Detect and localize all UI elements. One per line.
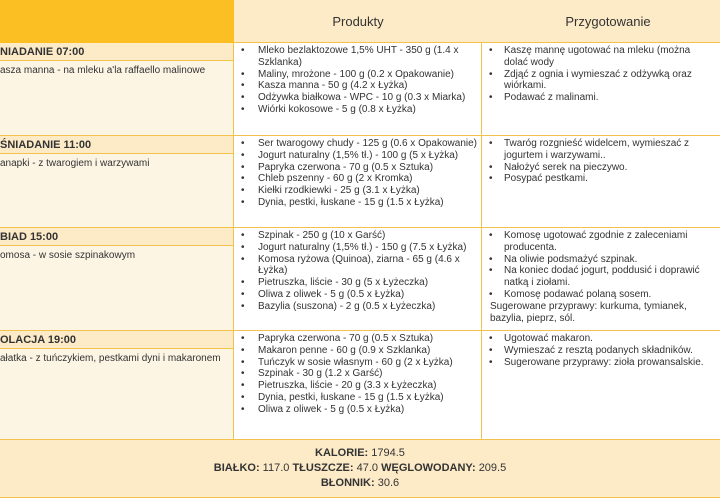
list-item: • Ugotować makaron.: [482, 333, 720, 345]
list-item: • Nałożyć serek na pieczywo.: [482, 162, 720, 174]
meal-title: NIADANIE 07:00: [0, 43, 233, 61]
meal-name: omosa - w sosie szpinakowym: [0, 250, 136, 261]
list-item: • Wiórki kokosowe - 5 g (0.8 x Łyżka): [234, 104, 481, 116]
list-item: • Na koniec dodać jogurt, poddusić i doprawić natką i ziołami.: [482, 265, 720, 289]
meal-row-dinner: [0, 331, 720, 440]
header-accent: [0, 0, 234, 43]
table-header: [0, 0, 720, 43]
list-item: • Pietruszka, liście - 20 g (3.3 x Łyżeczka): [234, 380, 481, 392]
meal-name: ałatka - z tuńczykiem, pestkami dyni i makaronem: [0, 353, 221, 364]
list-item: • Jogurt naturalny (1,5% tł.) - 150 g (7.5 x Łyżka): [234, 242, 481, 254]
products-cell: [234, 228, 482, 330]
meal-info: [0, 228, 234, 330]
list-item: • Twaróg rozgnieść widelcem, wymieszać z jogurtem i warzywami..: [482, 138, 720, 162]
meal-title: ŚNIADANIE 11:00: [0, 136, 233, 154]
list-item: • Bazylia (suszona) - 2 g (0.5 x Łyżeczka): [234, 301, 481, 313]
list-item: • Komosa ryżowa (Quinoa), ziarna - 65 g (4.6 x Łyżka): [234, 254, 481, 278]
macros-line: [0, 461, 720, 476]
preparation-cell: [482, 43, 720, 135]
list-item: • Ser twarogowy chudy - 125 g (0.6 x Opakowanie): [234, 138, 481, 150]
preparation-note: Sugerowane przyprawy: kurkuma, tymianek, bazylia, pieprz, sól.: [490, 300, 687, 324]
fat-value: 47.0: [356, 462, 379, 474]
list-item: • Dynia, pestki, łuskane - 15 g (1.5 x Łyżka): [234, 392, 481, 404]
list-item: • Oliwa z oliwek - 5 g (0.5 x Łyżka): [234, 404, 481, 416]
preparation-cell: [482, 228, 720, 330]
list-item: • Maliny, mrożone - 100 g (0.2 x Opakowanie): [234, 69, 481, 81]
list-item: • Zdjąć z ognia i wymieszać z odżywką oraz wiórkami.: [482, 69, 720, 93]
preparation-list: [482, 228, 720, 301]
list-item: • Jogurt naturalny (1,5% tł.) - 100 g (5 x Łyżka): [234, 150, 481, 162]
preparation-list: [482, 331, 720, 368]
meal-title: BIAD 15:00: [0, 228, 233, 246]
fiber-label: BŁONNIK:: [320, 477, 375, 489]
list-item: • Odżywka białkowa - WPC - 10 g (0.3 x Miarka): [234, 92, 481, 104]
list-item: • Kasza manna - 50 g (4.2 x Łyżka): [234, 80, 481, 92]
products-list: [234, 228, 481, 313]
products-list: [234, 43, 481, 116]
fat-label: TŁUSZCZE:: [292, 462, 354, 474]
list-item: • Papryka czerwona - 70 g (0.5 x Sztuka): [234, 162, 481, 174]
meal-name: asza manna - na mleku a'la raffaello malinowe: [0, 65, 206, 76]
products-cell: [234, 331, 482, 439]
list-item: • Szpinak - 250 g (10 x Garść): [234, 230, 481, 242]
list-item: • Szpinak - 30 g (1.2 x Garść): [234, 368, 481, 380]
preparation-cell: [482, 136, 720, 227]
calories-line: [0, 446, 720, 461]
list-item: • Podawać z malinami.: [482, 92, 720, 104]
products-cell: [234, 43, 482, 135]
calories-label: KALORIE:: [315, 447, 369, 459]
list-item: • Chleb pszenny - 60 g (2 x Kromka): [234, 173, 481, 185]
list-item: • Kiełki rzodkiewki - 25 g (3.1 x Łyżka): [234, 185, 481, 197]
list-item: • Dynia, pestki, łuskane - 15 g (1.5 x Łyżka): [234, 197, 481, 209]
products-cell: [234, 136, 482, 227]
list-item: • Tuńczyk w sosie własnym - 60 g (2 x Łyżka): [234, 357, 481, 369]
preparation-cell: [482, 331, 720, 439]
meal-info: [0, 43, 234, 135]
meal-title: OLACJA 19:00: [0, 331, 233, 349]
list-item: • Na oliwie podsmażyć szpinak.: [482, 254, 720, 266]
list-item: • Wymieszać z resztą podanych składników.: [482, 345, 720, 357]
list-item: • Komosę podawać polaną sosem.: [482, 289, 720, 301]
list-item: • Posypać pestkami.: [482, 173, 720, 185]
fiber-line: [0, 476, 720, 491]
preparation-list: [482, 136, 720, 185]
protein-value: 117.0: [262, 462, 290, 474]
nutrition-summary: [0, 440, 720, 498]
protein-label: BIAŁKO:: [213, 462, 260, 474]
meal-name: anapki - z twarogiem i warzywami: [0, 158, 150, 169]
products-list: [234, 331, 481, 416]
meal-row-second-breakfast: [0, 136, 720, 228]
meal-info: [0, 136, 234, 227]
preparation-column-title: Przygotowanie: [565, 14, 651, 29]
list-item: • Papryka czerwona - 70 g (0.5 x Sztuka): [234, 333, 481, 345]
products-column-title: Produkty: [332, 14, 384, 29]
carbs-value: 209.5: [478, 462, 507, 474]
list-item: • Pietruszka, liście - 30 g (5 x Łyżeczka): [234, 277, 481, 289]
meal-info: [0, 331, 234, 439]
list-item: • Kaszę mannę ugotować na mleku (można dolać wody: [482, 45, 720, 69]
list-item: • Sugerowane przyprawy: zioła prowansalskie.: [482, 357, 720, 369]
products-list: [234, 136, 481, 209]
preparation-list: [482, 43, 720, 104]
list-item: • Makaron penne - 60 g (0.9 x Szklanka): [234, 345, 481, 357]
calories-value: 1794.5: [371, 447, 405, 459]
meal-row-lunch: [0, 228, 720, 331]
list-item: • Komosę ugotować zgodnie z zaleceniami producenta.: [482, 230, 720, 254]
fiber-value: 30.6: [377, 477, 400, 489]
list-item: • Oliwa z oliwek - 5 g (0.5 x Łyżka): [234, 289, 481, 301]
carbs-label: WĘGLOWODANY:: [381, 462, 476, 474]
list-item: • Mleko bezlaktozowe 1,5% UHT - 350 g (1.4 x Szklanka): [234, 45, 481, 69]
meal-row-breakfast: [0, 43, 720, 136]
